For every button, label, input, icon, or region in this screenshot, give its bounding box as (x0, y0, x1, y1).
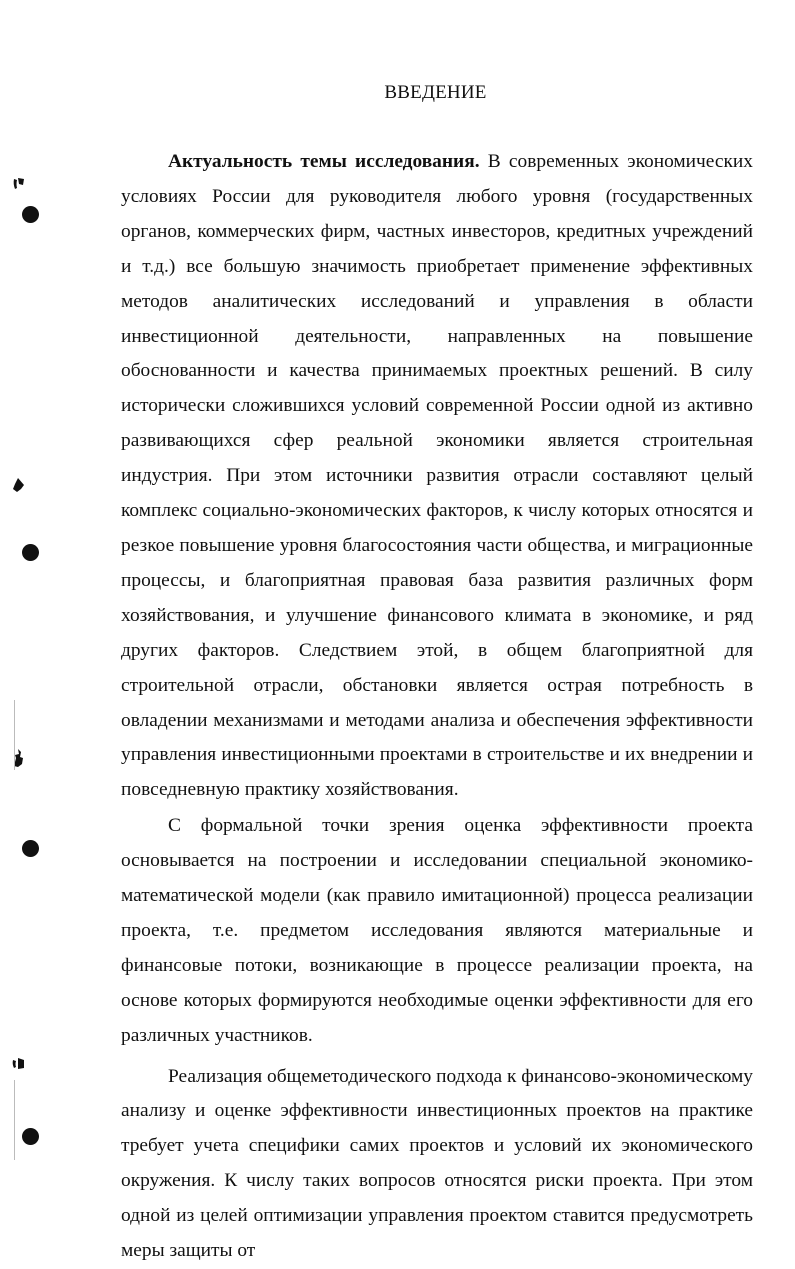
body-text (121, 145, 753, 1269)
paragraph-lead: Актуальность темы исследования. (168, 151, 480, 172)
binder-hole-icon (22, 1128, 39, 1145)
margin-mark-icon (12, 477, 26, 493)
margin-mark-icon (12, 176, 26, 192)
paragraph-text: В современных экономических условиях России для руководителя любого уровня (государственных органов, коммерческих фирм, частных инвесторов, кредитных учреждений и т.д.) все большую значимость приобретает применение эффективных методов аналитических исследований и управления в области инвестиционной деятельности, направленных на повышение обоснованности и качества принимаемых проектных решений. В силу исторически сложившихся условий современной России одной из активно развивающихся сфер реальной экономики является строительная индустрия. При этом источники развития отрасли составляют целый комплекс социально-экономических факторов, к числу которых относятся и резкое повышение уровня благосостояния части общества, и миграционные процессы, и благоприятная правовая база развития различных форм хозяйствования, и улучшение финансового климата в экономике, и ряд других факторов. Следствием этой, в общем благоприятной для строительной отрасли, обстановки является острая потребность в овладении механизмами и методами анализа и обеспечения эффективности управления инвестиционными проектами в строительстве и их внедрении и повседневную практику хозяйствования. (121, 151, 753, 801)
margin-mark-icon (12, 1056, 26, 1072)
binder-hole-icon (22, 206, 39, 223)
scan-speck (14, 700, 15, 770)
binder-hole-icon (22, 840, 39, 857)
scan-speck (14, 1080, 15, 1160)
page-title: ВВЕДЕНИЕ (384, 82, 487, 103)
paragraph-formal: С формальной точки зрения оценка эффективности проекта основывается на построении и исследовании специальной экономико-математической модели (как правило имитационной) процесса реализации проекта, т.е. предметом исследования являются материальные и финансовые потоки, возникающие в процессе реализации проекта, на основе которых формируются необходимые оценки эффективности для его различных участников. (121, 815, 753, 1046)
paragraph-relevance (121, 145, 753, 808)
binder-hole-icon (22, 544, 39, 561)
paragraph-implementation: Реализация общеметодического подхода к финансово-экономическому анализу и оценке эффективности инвестиционных проектов на практике требует учета специфики самих проектов и условий их экономического окружения. К числу таких вопросов относятся риски проекта. При этом одной из целей оптимизации управления проектом ставится предусмотреть меры защиты от (121, 1065, 753, 1262)
